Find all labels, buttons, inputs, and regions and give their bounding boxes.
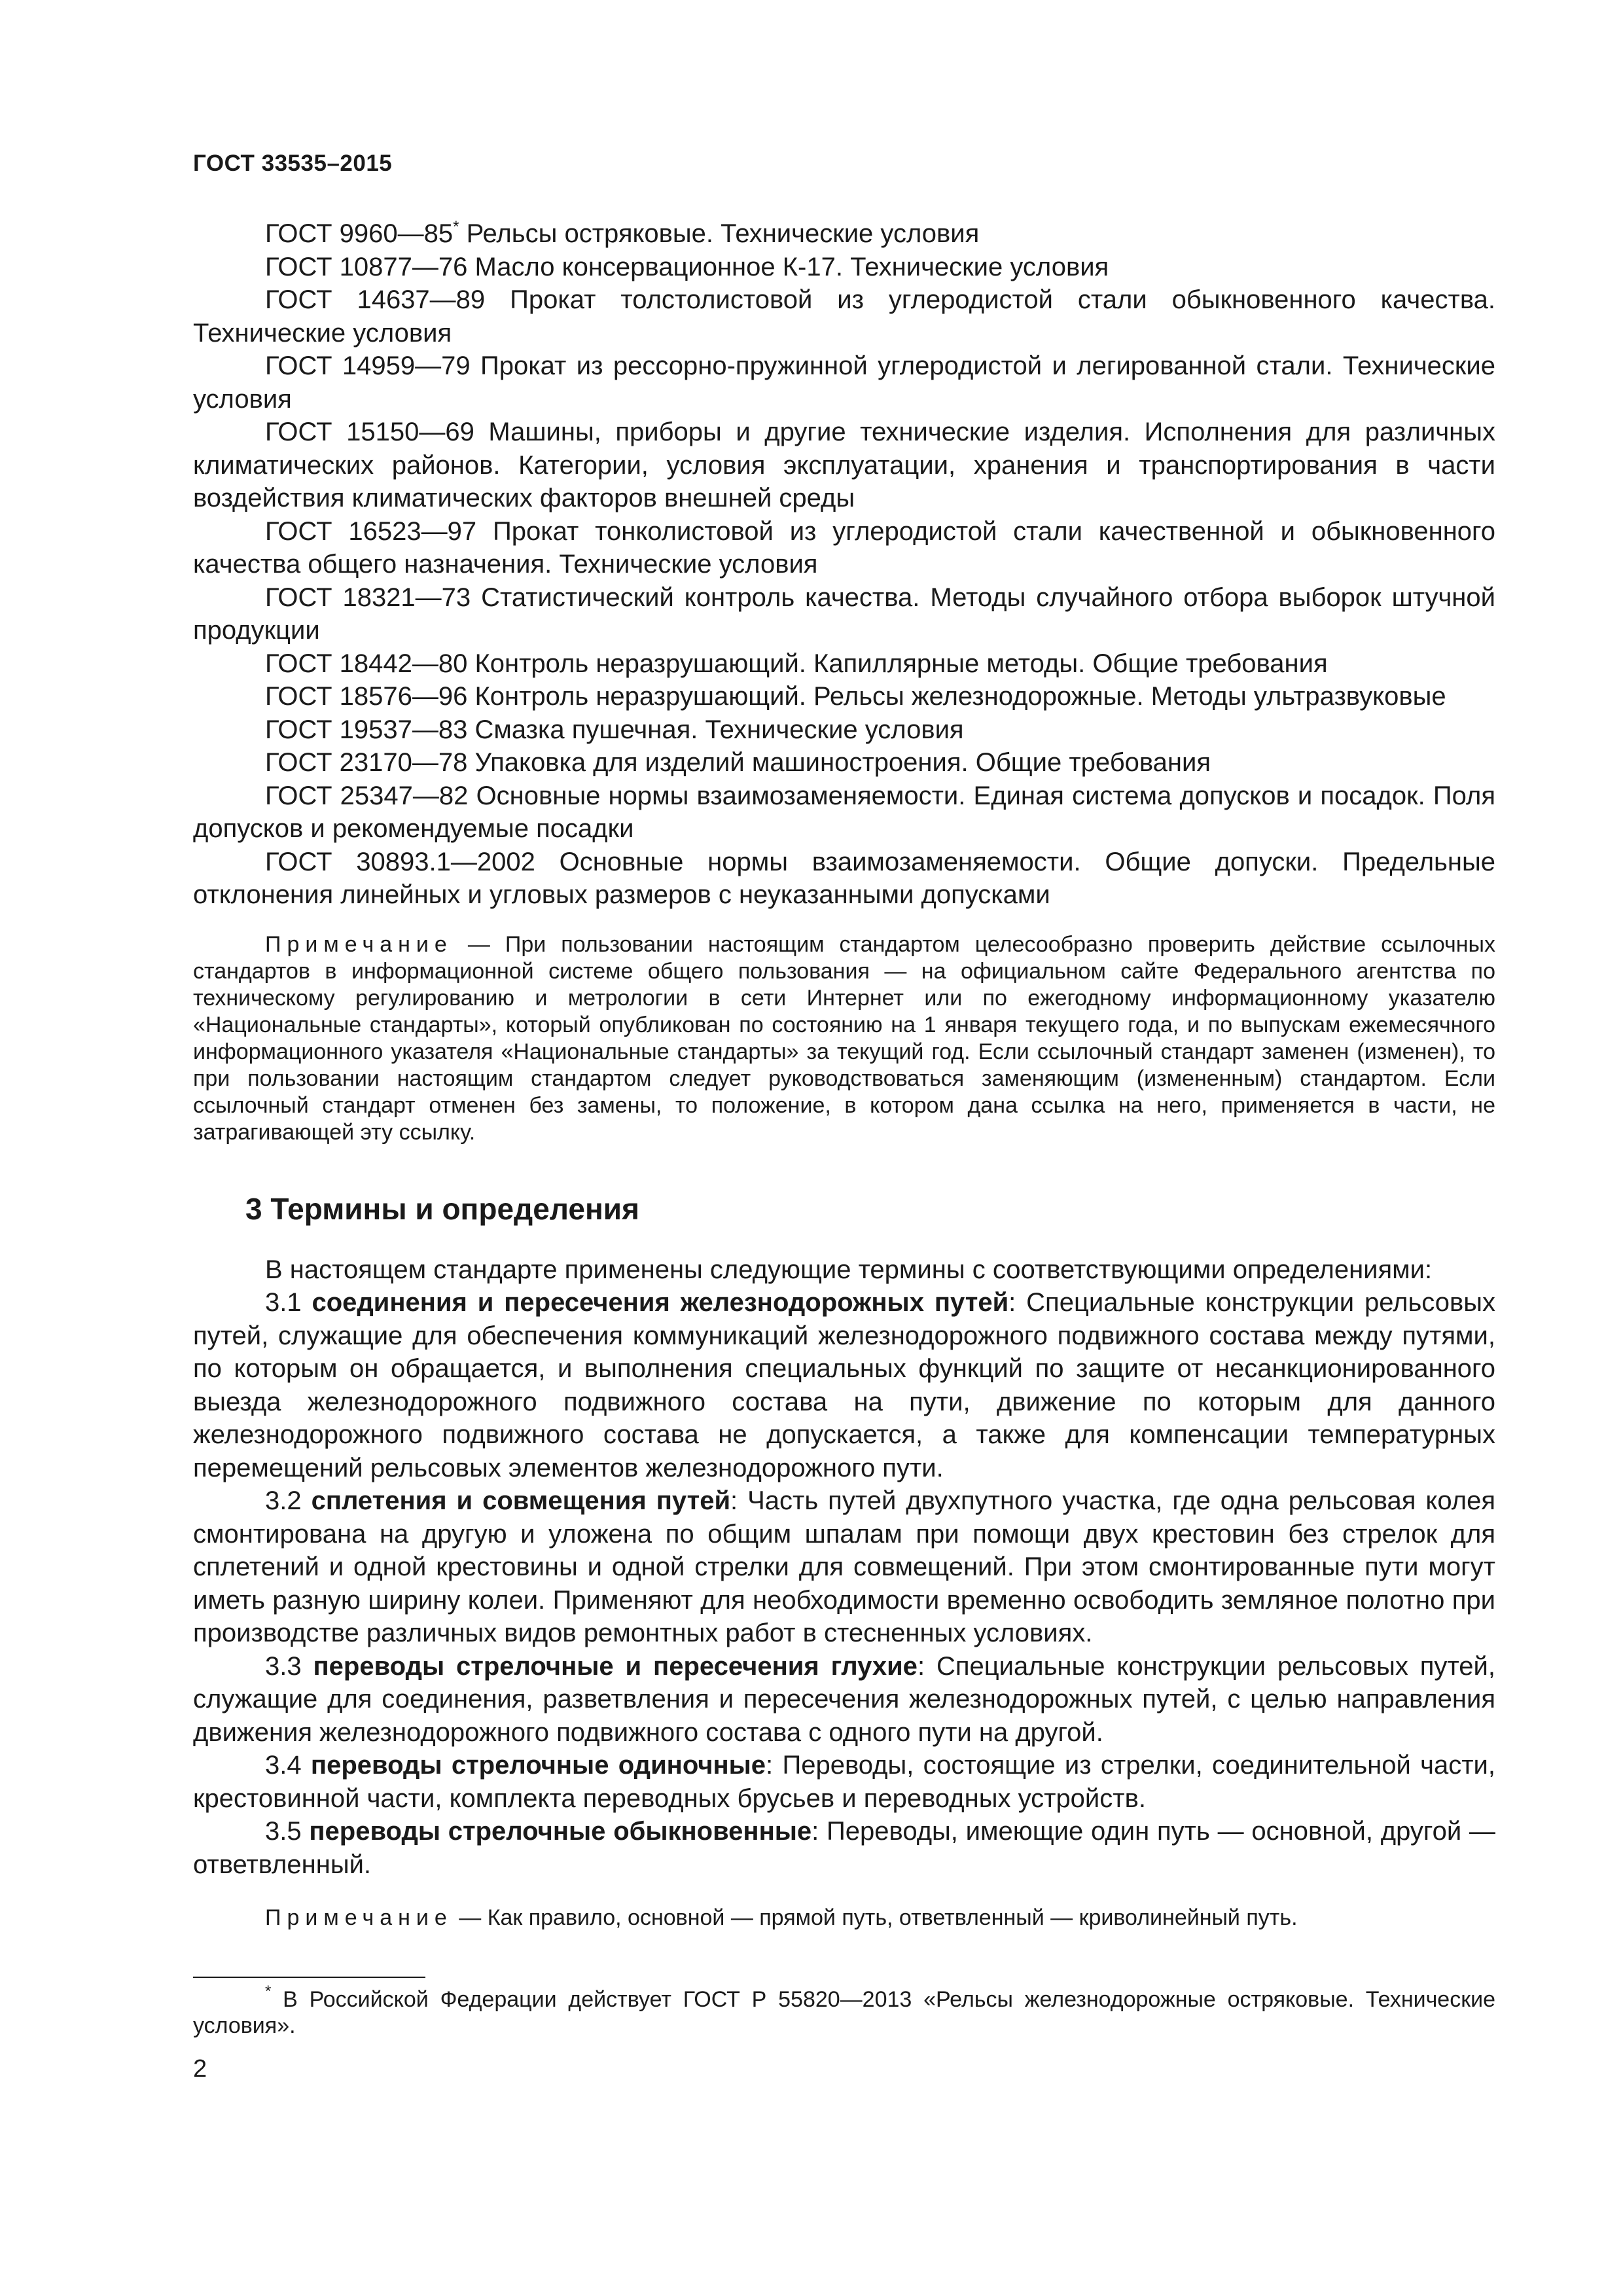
term-name: соединения и пересечения железнодорожных путей bbox=[312, 1288, 1009, 1317]
reference-item: ГОСТ 18321—73 Статистический контроль качества. Методы случайного отбора выборок штучной продукции bbox=[193, 583, 1495, 645]
footnote-mark: * bbox=[453, 218, 459, 236]
note-label: Примечание bbox=[265, 1905, 453, 1930]
reference-item: ГОСТ 19537—83 Смазка пушечная. Технические условия bbox=[265, 715, 964, 744]
term-name: переводы стрелочные одиночные bbox=[310, 1751, 766, 1780]
footnote-mark: * bbox=[265, 1982, 272, 2000]
reference-item: ГОСТ 23170—78 Упаковка для изделий машиностроения. Общие требования bbox=[265, 748, 1211, 777]
reference-item: ГОСТ 16523—97 Прокат тонколистовой из углеродистой стали качественной и обыкновенного качества общего назначения. Технические условия bbox=[193, 516, 1496, 579]
main-text bbox=[193, 217, 1495, 1931]
term-definition: 3.4 переводы стрелочные одиночные: Переводы, состоящие из стрелки, соединительной части, крестовинной части, комплекта переводных брусьев и переводных устройств. bbox=[193, 1751, 1496, 1813]
term-name: сплетения и совмещения путей bbox=[311, 1486, 731, 1515]
document-header: ГОСТ 33535–2015 bbox=[193, 151, 393, 176]
terms-note: Примечание — Как правило, основной — прямой путь, ответвленный — криволинейный путь. bbox=[265, 1905, 1298, 1930]
references-note: Примечание — При пользовании настоящим стандартом целесообразно проверить действие ссылочных стандартов в информационной системе общего пользования — на официальном сайте Федерального агентства по техническому регулированию и метрологии в сети Интернет или по ежегодному информационному указателю «Национальные стандарты», который опубликован по состоянию на 1 января текущего года, и по выпускам ежемесячного информационного указателя «Национальные стандарты» за текущий год. Если ссылочный стандарт заменен (изменен), то при пользовании настоящим стандартом следует руководствоваться заменяющим (измененным) стандартом. Если ссылочный стандарт отменен без замены, то положение, в котором дана ссылка на него, применяется в части, не затрагивающей эту ссылку. bbox=[193, 931, 1495, 1145]
reference-item: ГОСТ 18442—80 Контроль неразрушающий. Капиллярные методы. Общие требования bbox=[265, 649, 1328, 678]
note-label: Примечание bbox=[265, 931, 453, 957]
term-definition: 3.2 сплетения и совмещения путей: Часть путей двухпутного участка, где одна рельсовая колея смонтирована на другую и уложена по общим шпалам при помощи двух крестовин без стрелок для сплетений и одной крестовины и одной стрелки для совмещений. При этом смонтированные пути могут иметь разную ширину колеи. Применяют для необходимости временно освободить земляное полотно при производстве различных видов ремонтных работ в стесненных условиях. bbox=[193, 1486, 1495, 1647]
term-definition: 3.1 соединения и пересечения железнодорожных путей: Специальные конструкции рельсовых путей, служащие для обеспечения коммуникаций железнодорожного подвижного состава между путями, по которым он обращается, и выполнения специальных функций по защите от несанкционированного выезда железнодорожного подвижного состава на пути, движение по которым для данного железнодорожного подвижного состава не допускается, а также для компенсации температурных перемещений рельсовых элементов железнодорожного пути. bbox=[193, 1288, 1495, 1482]
reference-item: ГОСТ 25347—82 Основные нормы взаимозаменяемости. Единая система допусков и посадок. Поля допусков и рекомендуемые посадки bbox=[193, 781, 1495, 843]
page-number: 2 bbox=[193, 2055, 207, 2083]
reference-item: ГОСТ 10877—76 Масло консервационное К-17. Технические условия bbox=[265, 252, 1109, 281]
term-definition: 3.3 переводы стрелочные и пересечения глухие: Специальные конструкции рельсовых путей, служащие для соединения, разветвления и пересечения железнодорожных путей, с целью направления движения железнодорожного подвижного состава с одного пути на другой. bbox=[193, 1651, 1496, 1747]
reference-item: ГОСТ 9960—85* Рельсы остряковые. Технические условия bbox=[265, 218, 980, 248]
reference-item: ГОСТ 14637—89 Прокат толстолистовой из углеродистой стали обыкновенного качества. Технические условия bbox=[193, 285, 1495, 348]
term-name: переводы стрелочные обыкновенные bbox=[309, 1817, 812, 1846]
footnote-divider bbox=[193, 1977, 425, 1978]
reference-item: ГОСТ 30893.1—2002 Основные нормы взаимозаменяемости. Общие допуски. Предельные отклонения линейных и угловых размеров с неуказанными допусками bbox=[193, 847, 1495, 909]
term-definition: 3.5 переводы стрелочные обыкновенные: Переводы, имеющие один путь — основной, другой — ответвленный. bbox=[193, 1817, 1495, 1879]
section-title: 3 Термины и определения bbox=[245, 1191, 639, 1226]
reference-item: ГОСТ 14959—79 Прокат из рессорно-пружинной углеродистой и легированной стали. Технические условия bbox=[193, 351, 1495, 414]
reference-item: ГОСТ 15150—69 Машины, приборы и другие технические изделия. Исполнения для различных климатических районов. Категории, условия эксплуатации, хранения и транспортирования в части воздействия климатических факторов внешней среды bbox=[193, 418, 1495, 512]
section-intro: В настоящем стандарте применены следующие термины с соответствующими определениями: bbox=[265, 1255, 1433, 1284]
footnote: * В Российской Федерации действует ГОСТ Р 55820—2013 «Рельсы железнодорожные остряковые. Технические условия». bbox=[193, 1982, 1495, 2038]
term-name: переводы стрелочные и пересечения глухие bbox=[313, 1651, 918, 1681]
reference-item: ГОСТ 18576—96 Контроль неразрушающий. Рельсы железнодорожные. Методы ультразвуковые bbox=[265, 682, 1446, 711]
